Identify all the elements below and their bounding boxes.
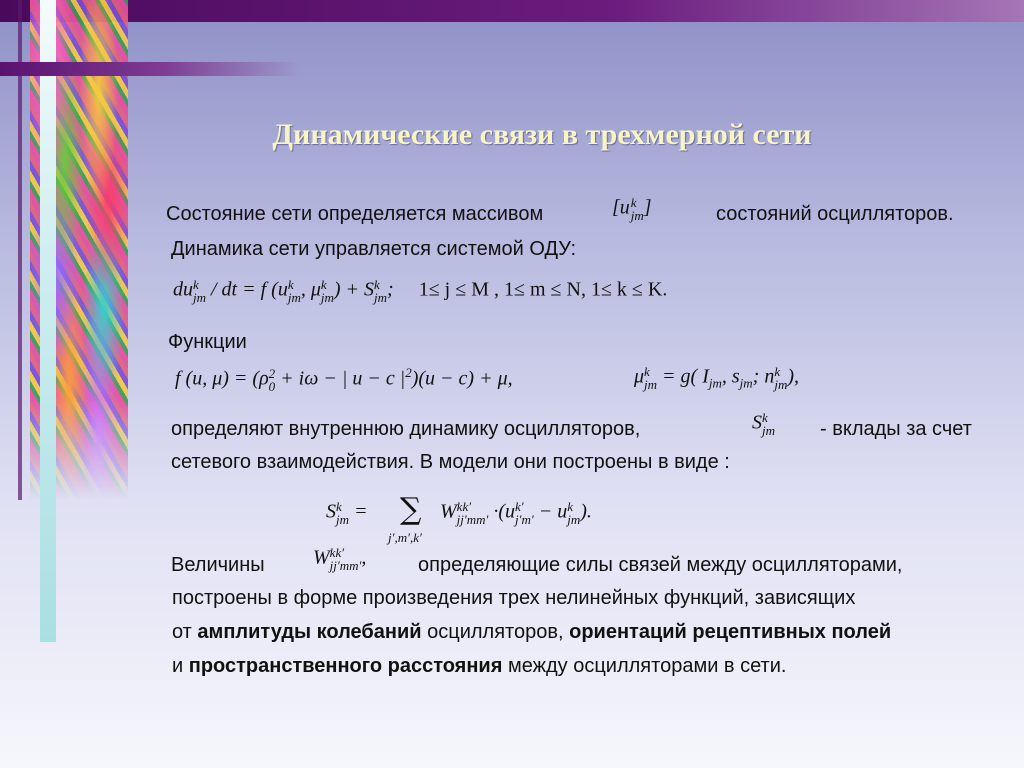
function-f-equation: f (u, μ) = (ρ 2 0 + iω − | u − c $|^2)(u - c) + \mu$, <box>175 365 513 395</box>
f-def-start: f (u, μ) = (ρ <box>175 367 269 390</box>
dep1-a: от <box>172 621 198 643</box>
vertical-light-stripe <box>40 0 56 642</box>
top-decor-bar <box>0 0 1024 22</box>
w-symbol: W kk′ jj′mm′ , <box>313 545 367 573</box>
s-definition-lhs: S k jm = <box>326 499 368 527</box>
state-text-right: состояний осцилляторов. <box>716 203 954 225</box>
slide-title: Динамические связи в трехмерной сети <box>272 118 812 151</box>
mu-symbol: μ <box>634 365 645 388</box>
dependency-line-2 <box>172 655 786 678</box>
ode-lhs: du <box>173 278 193 301</box>
coupling-text: определяющие силы связей между осцилляторами, <box>418 554 903 576</box>
distance-term: пространственного расстояния <box>188 655 503 677</box>
functions-label: Функции <box>168 331 247 353</box>
sum-index: j′,m′,k′ <box>388 530 422 545</box>
product-text: построены в форме произведения трех нелинейных функций, зависящих <box>172 587 856 609</box>
internal-dynamics-text: определяют внутреннюю динамику осцилляторов, <box>171 418 641 440</box>
ode-ranges: 1≤ j ≤ M , 1≤ m ≤ N, 1≤ k ≤ K. <box>418 278 668 301</box>
dep2-a: и <box>172 655 189 677</box>
dep1-c: осцилляторов, <box>421 621 570 643</box>
amplitude-term: амплитуды колебаний <box>197 621 422 643</box>
array-symbol: [u k jm ] <box>612 195 652 223</box>
sum-symbol: ∑ <box>400 492 422 527</box>
s-definition-rhs: W kk′ jj′mm′ ·(u k′ j′m′ − u k jm ). <box>440 499 592 527</box>
ode-equation: du k jm / dt = f (u k jm , μ k jm ) + S k jm ; 1≤ j ≤ M , 1≤ m ≤ N, 1≤ k ≤ K. <box>173 277 668 305</box>
contributions-text: - вклады за счет <box>820 418 972 440</box>
horizontal-decor-stripe <box>0 62 300 76</box>
dependency-line-1 <box>172 621 891 644</box>
dynamics-text: Динамика сети управляется системой ОДУ: <box>171 238 577 260</box>
dep2-c: между осцилляторами в сети. <box>502 655 787 677</box>
function-mu-equation: μ k jm = g( $I_{jm}$, $s_{jm}$; n k jm ), <box>634 364 800 392</box>
quantities-label: Величины <box>171 554 265 576</box>
interaction-text: сетевого взаимодействия. В модели они построены в виде : <box>171 451 730 473</box>
state-text-left: Состояние сети определяется массивом <box>166 203 544 225</box>
g-def: = g( I <box>657 365 709 388</box>
orientation-term: ориентаций рецептивных полей <box>569 621 892 643</box>
s-symbol: S k jm <box>752 410 775 438</box>
